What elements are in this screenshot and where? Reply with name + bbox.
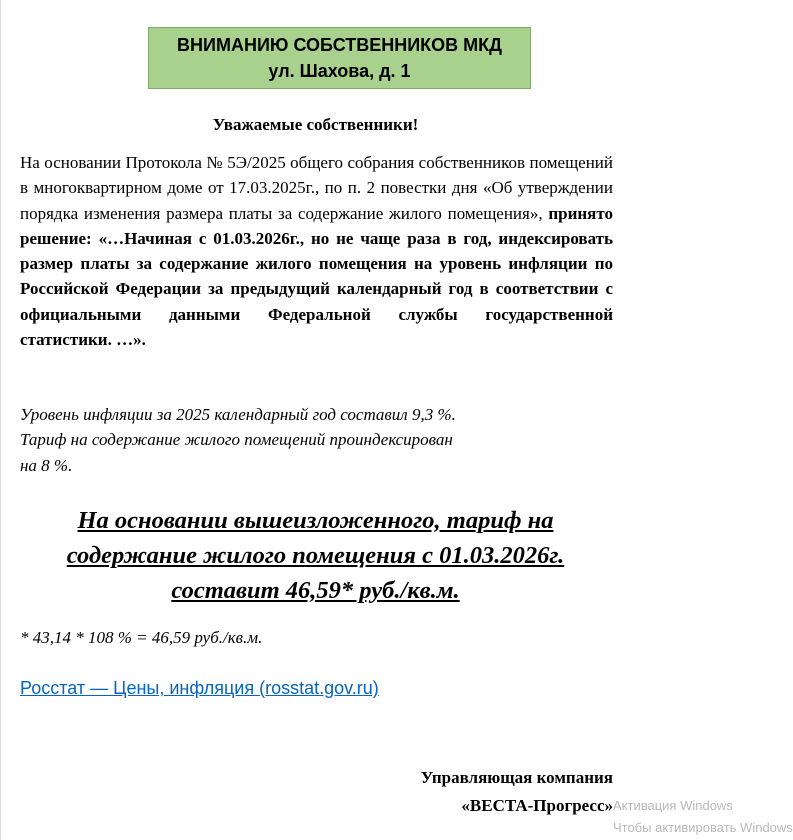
notice-header bbox=[148, 27, 531, 89]
watermark-line-2: Чтобы активировать Windows bbox=[613, 820, 793, 835]
signature-company: «ВЕСТА-Прогресс» bbox=[461, 796, 613, 815]
rosstat-link[interactable]: Росстат — Цены, инфляция (rosstat.gov.ru) bbox=[20, 678, 379, 698]
body-decision-text: принято решение: «…Начиная с 01.03.2026г., но не чаще раза в год, индексировать размер платы за содержание жилого помещения на уровень инфляции по Российской Федерации за предыдущий календарный год в соответствии с официальными данными Федеральной службы государственной статистики. …». bbox=[20, 203, 613, 350]
header-address: ул. Шахова, д. 1 bbox=[268, 61, 411, 81]
greeting: Уважаемые собственники! bbox=[212, 115, 419, 134]
inflation-line-1: Уровень инфляции за 2025 календарный год составил 9,3 %. bbox=[20, 405, 456, 424]
tariff-line-1: На основании вышеизложенного, тариф на bbox=[77, 507, 554, 534]
signature-line-1: Управляющая компания bbox=[420, 768, 613, 787]
signature bbox=[421, 764, 613, 820]
inflation-info bbox=[20, 402, 613, 478]
header-title: ВНИМАНИЮ СОБСТВЕННИКОВ МКД bbox=[177, 35, 502, 55]
tariff-formula: * 43,14 * 108 % = 46,59 руб./кв.м. bbox=[20, 628, 263, 647]
tariff-line-2: содержание жилого помещения с 01.03.2026г. bbox=[66, 542, 565, 569]
body-paragraph bbox=[20, 150, 613, 352]
watermark-line-1: Активация Windows bbox=[613, 798, 733, 813]
tariff-line-3: составит 46,59* руб./кв.м. bbox=[171, 577, 460, 604]
tariff-announcement bbox=[0, 503, 631, 608]
inflation-line-2: Тариф на содержание жилого помещений проиндексирован bbox=[20, 430, 453, 450]
body-regular-text: На основании Протокола № 5Э/2025 общего собрания собственников помещений в многоквартирном доме от 17.03.2025г., по п. 2 повестки дня «Об утверждении порядка изменения размера платы за содержание жилого помещения», bbox=[20, 153, 613, 223]
inflation-line-3: на 8 %. bbox=[20, 455, 73, 475]
windows-activation-watermark bbox=[613, 795, 793, 840]
